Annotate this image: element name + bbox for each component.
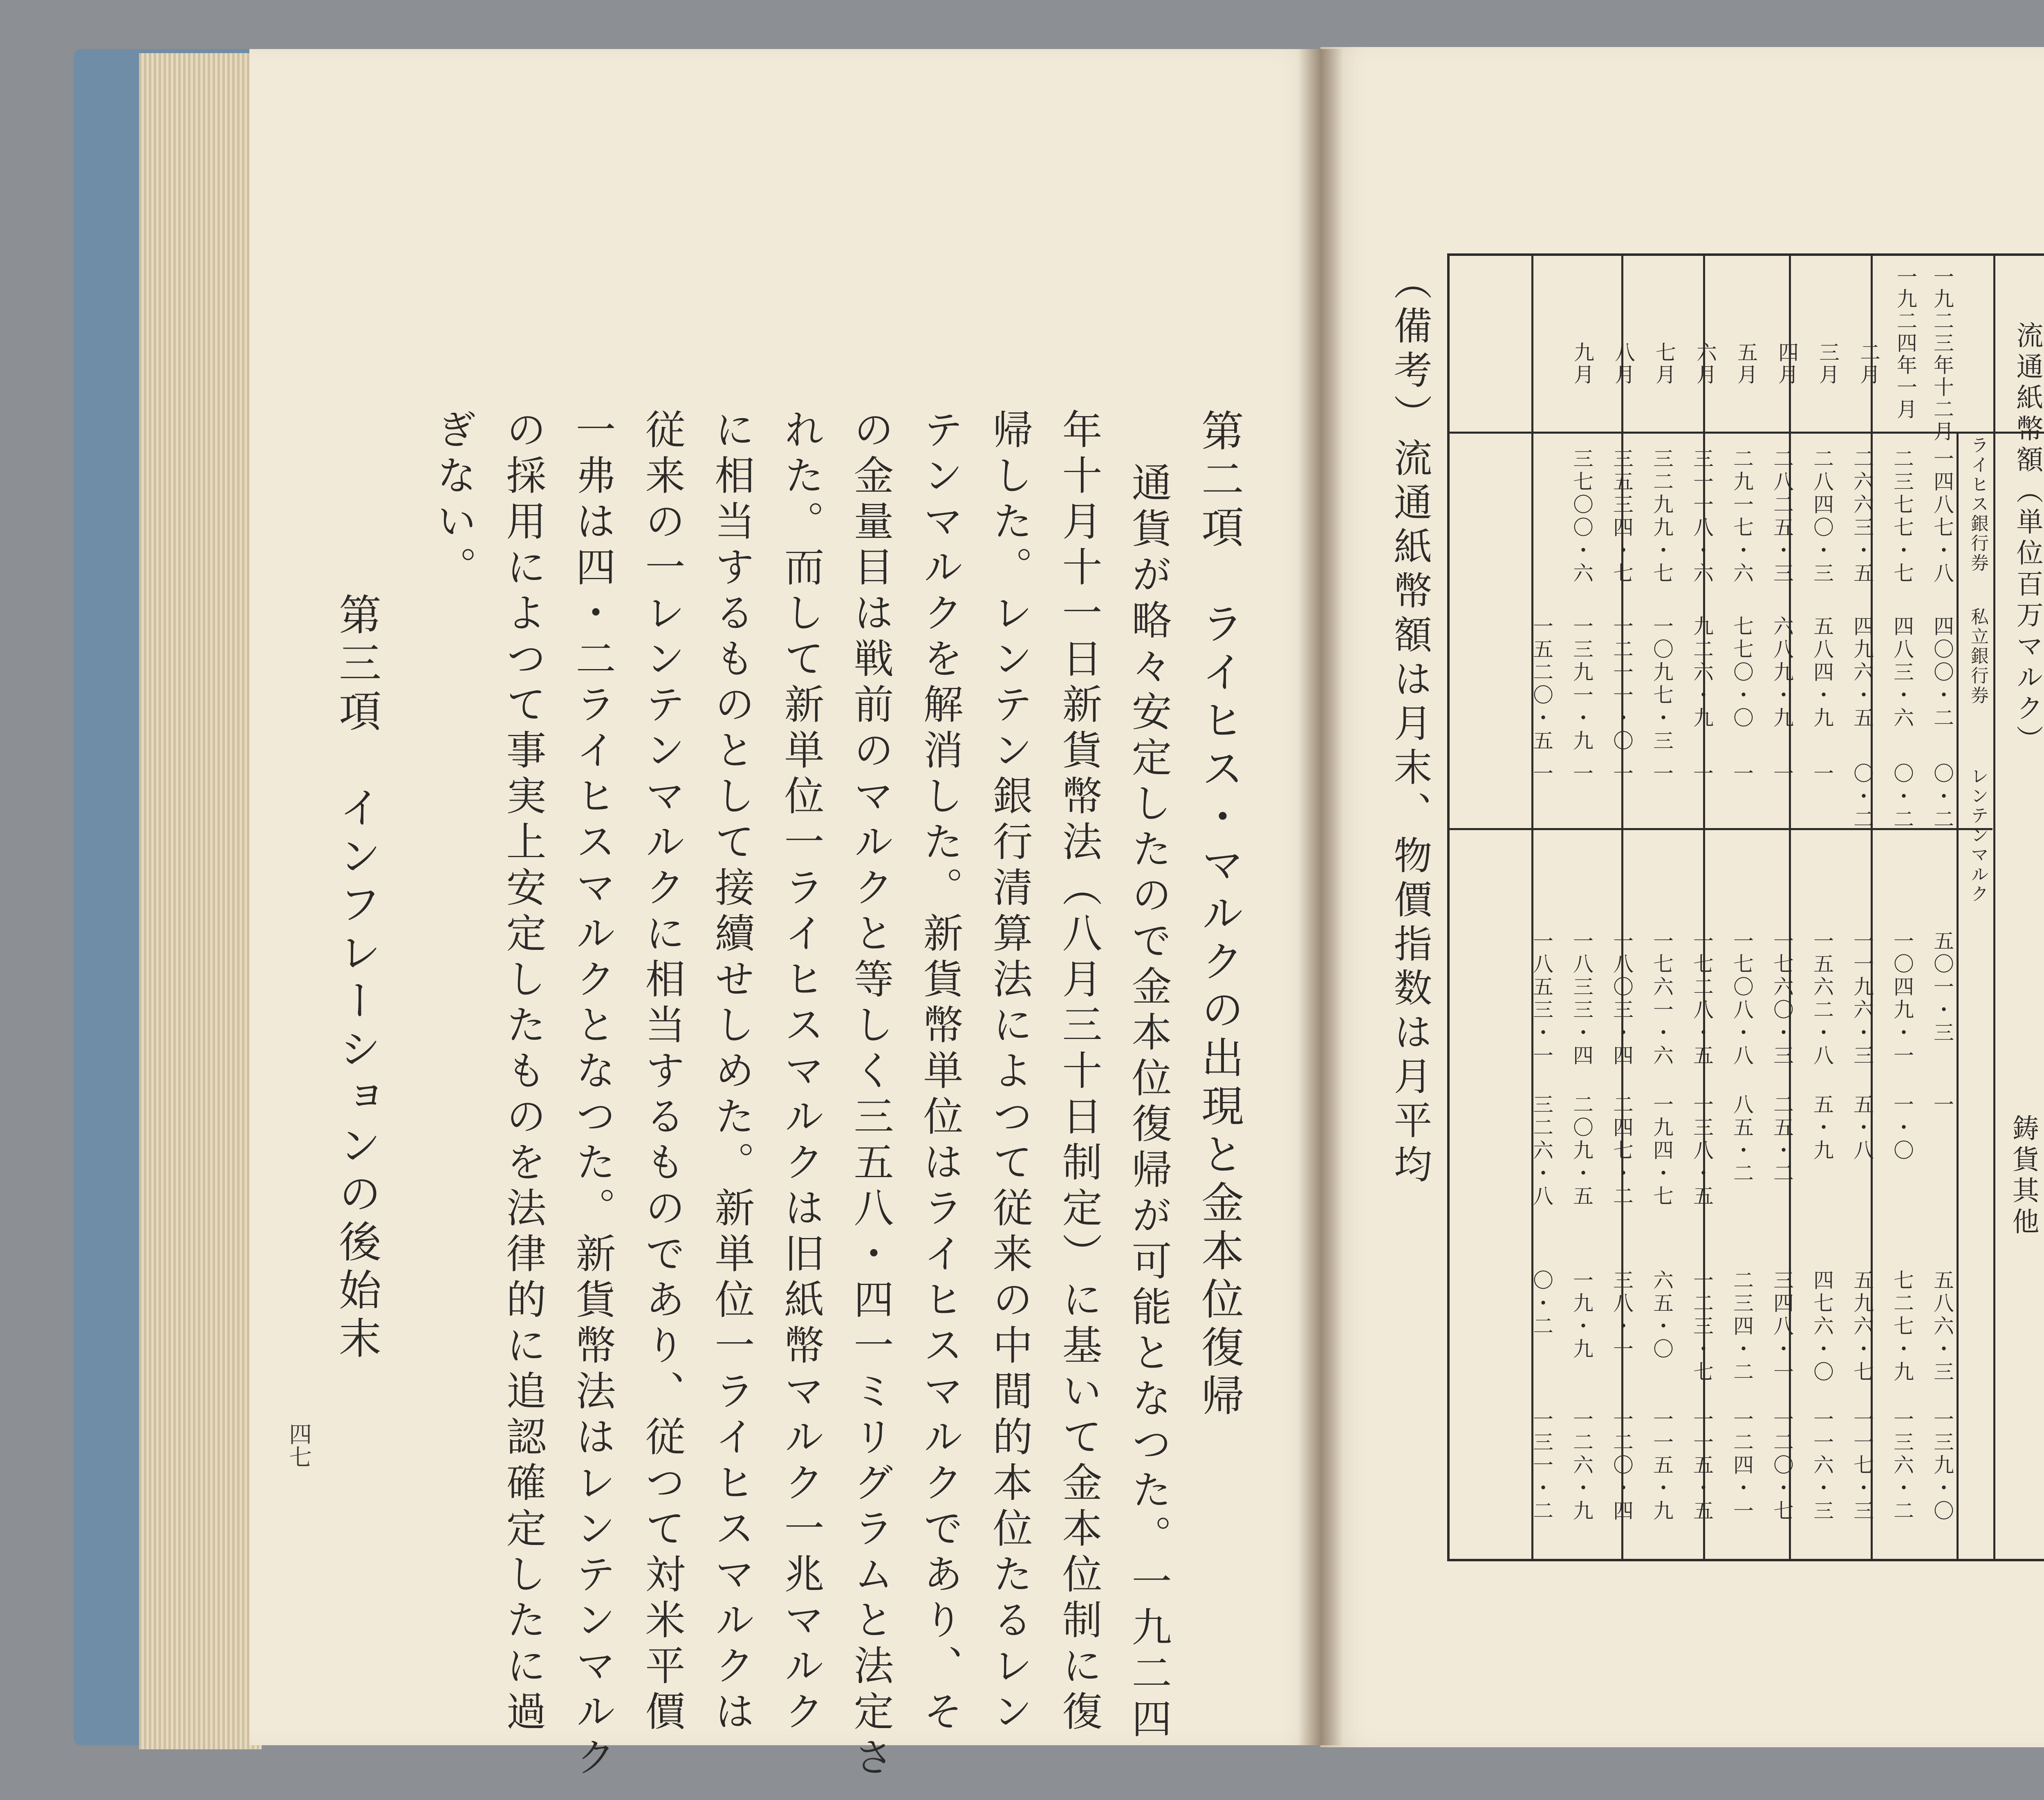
table-cell: 一: [1770, 763, 1794, 786]
table-cell: 二〇九・五: [1570, 1094, 1594, 1208]
body-line: に相当するものとして接續せしめた。新単位一ライヒスマルクは: [708, 409, 755, 1736]
body-line: 通貨が略々安定したので金本位復帰が可能となつた。一九二四: [1125, 462, 1172, 1744]
body-line: の採用によつて事実上安定したものを法律的に追認確定したに過: [500, 409, 546, 1736]
row-date: 一九二四年一月: [1894, 266, 1917, 421]
table-cell: 五九六・七: [1850, 1269, 1874, 1384]
table-cell: 四九六・五: [1850, 616, 1874, 730]
table-cell: 七二七・九: [1890, 1269, 1914, 1384]
page-number-left: 四七: [285, 1422, 312, 1468]
table-cell: 一・〇: [1890, 1094, 1914, 1162]
table-cell: 一二〇・七: [1770, 1408, 1794, 1523]
table-cell: 二九一七・六: [1730, 448, 1754, 585]
table-note: （備考）流通紙幣額は月末、物價指数は月平均: [1387, 262, 1432, 1189]
body-line: れた。而して新単位一ライヒスマルクは旧紙幣マルク一兆マルク: [778, 409, 824, 1736]
table-cell: 一: [1570, 763, 1594, 786]
table-cell: 一七〇八・八: [1730, 930, 1754, 1068]
table-cell: 一: [1930, 1094, 1954, 1117]
table-cell: 五・九: [1810, 1094, 1834, 1162]
table-cell: 一八〇三・四: [1610, 930, 1634, 1068]
table-cell: 一一五・五: [1690, 1408, 1714, 1523]
table-cell: 一: [1730, 763, 1754, 786]
table-cell: 二八四〇・三: [1810, 448, 1834, 585]
section-heading-3: 第三項 インフレーションの後始末: [332, 593, 381, 1364]
table-cell: 五八六・三: [1930, 1269, 1954, 1384]
table-cell: 一七六〇・三: [1770, 930, 1794, 1068]
page-edges-left: [139, 53, 262, 1749]
table-cell: 一: [1610, 763, 1634, 786]
body-line: の金量目は戦前のマルクと等しく三五八・四一ミリグラムと法定さ: [847, 409, 894, 1782]
column-header-rentenmark: レンテンマルク: [1968, 767, 1988, 904]
table-cell: 一三六・二: [1890, 1408, 1914, 1523]
table-cell: 三八・一: [1610, 1269, 1634, 1361]
section-heading-2: 第二項 ライヒス・マルクの出現と金本位復帰: [1194, 409, 1244, 1422]
row-date: 九月: [1571, 342, 1594, 386]
body-line: 帰した。レンテン銀行清算法によつて従来の中間的本位たるレン: [986, 409, 1033, 1736]
table-cell: 五八四・九: [1810, 616, 1834, 730]
table-cell: 一二〇・四: [1610, 1408, 1634, 1523]
table-cell: 三五三四・七: [1610, 448, 1634, 585]
table-cell: 七七〇・〇: [1730, 616, 1754, 730]
table-cell: 三二六・八: [1530, 1094, 1553, 1208]
table-cell: 二六六三・五: [1850, 448, 1874, 585]
body-line: テンマルクを解消した。新貨幣単位はライヒスマルクであり、そ: [917, 409, 963, 1736]
table-cell: 〇・二: [1530, 1269, 1553, 1338]
table-cell: 一二六・九: [1570, 1408, 1594, 1523]
body-line: ぎない。: [430, 409, 477, 592]
table-cell: 一三一・二: [1530, 1408, 1553, 1523]
column-group-header: 流通紙幣額（単位百万マルク）: [2012, 321, 2043, 756]
table-cell: 一一五・九: [1650, 1408, 1674, 1523]
table-cell: 二八二五・三: [1770, 448, 1794, 585]
table-cell: 六五・〇: [1650, 1269, 1674, 1361]
body-line: 一弗は四・二ライヒスマルクとなつた。新貨幣法はレンテンマルク: [569, 409, 616, 1782]
table-cell: 五・八: [1850, 1094, 1874, 1162]
column-header-coins: 鋳貨其他: [2008, 1114, 2039, 1238]
table-cell: 六八九・九: [1770, 616, 1794, 730]
row-date: 七月: [1652, 342, 1676, 386]
table-cell: 二四七・二: [1610, 1094, 1634, 1208]
table-cell: 一: [1650, 763, 1674, 786]
table-cell: 八五・二: [1730, 1094, 1754, 1185]
table-cell: 二三四・二: [1730, 1269, 1754, 1384]
row-date: 三月: [1816, 342, 1840, 386]
table-cell: 一: [1530, 763, 1553, 786]
table-cell: 〇・二: [1930, 763, 1954, 831]
column-header-private-banks: 私立銀行券: [1968, 607, 1988, 705]
table-cell: 五〇一・三: [1930, 930, 1954, 1045]
row-date: 六月: [1693, 342, 1717, 386]
table-cell: 一四八七・八: [1930, 448, 1954, 585]
table-cell: 〇・二: [1850, 763, 1874, 831]
table-cell: 四七六・〇: [1810, 1269, 1834, 1384]
table-cell: 一二四・一: [1730, 1408, 1754, 1523]
table-cell: 一三九一・九: [1570, 616, 1594, 753]
table-cell: 一一六・三: [1810, 1408, 1834, 1523]
currency-table: [1447, 253, 2044, 1561]
table-cell: 二五・二: [1770, 1094, 1794, 1185]
gutter-shadow: [1298, 49, 1343, 1745]
table-cell: 一一九六・三: [1850, 930, 1874, 1068]
body-line: 従来の一レンテンマルクに相当するものであり、従つて対米平價: [639, 409, 685, 1736]
table-cell: 一五二〇・五: [1530, 616, 1553, 753]
table-cell: 一五六二・八: [1810, 930, 1834, 1068]
table-cell: 四八三・六: [1890, 616, 1914, 730]
row-date: 一九二三年十二月: [1930, 266, 1954, 443]
table-cell: 九二六・九: [1690, 616, 1714, 730]
table-cell: 四〇〇・二: [1930, 616, 1954, 730]
table-cell: 一九四・七: [1650, 1094, 1674, 1208]
table-cell: 一: [1810, 763, 1834, 786]
table-cell: 一二三・七: [1690, 1269, 1714, 1384]
table-cell: 一〇四九・一: [1890, 930, 1914, 1068]
table-cell: 一: [1690, 763, 1714, 786]
row-date: 二月: [1857, 342, 1880, 386]
row-date: 四月: [1775, 342, 1799, 386]
table-cell: 三一一八・六: [1690, 448, 1714, 585]
table-cell: 一三九・〇: [1930, 1408, 1954, 1523]
row-date: 五月: [1734, 342, 1758, 386]
table-cell: 二三七七・七: [1890, 448, 1914, 585]
table-cell: 一八三三・四: [1570, 930, 1594, 1068]
table-cell: 一九・九: [1570, 1269, 1594, 1361]
table-cell: 三二九九・七: [1650, 448, 1674, 585]
table-cell: 一二一一・〇: [1610, 616, 1634, 753]
table-cell: 一〇九七・三: [1650, 616, 1674, 753]
table-cell: 一八五三・一: [1530, 930, 1553, 1068]
table-cell: 一七六一・六: [1650, 930, 1674, 1068]
table-cell: 一三八・五: [1690, 1094, 1714, 1208]
table-cell: 三七〇〇・六: [1570, 448, 1594, 585]
body-line: 年十月十一日新貨幣法（八月三十日制定）に基いて金本位制に復: [1056, 409, 1102, 1736]
table-cell: 〇・二: [1890, 763, 1914, 831]
table-cell: 一一七・三: [1850, 1408, 1874, 1523]
column-header-reichsbank: ライヒス銀行券: [1968, 436, 1988, 573]
table-cell: 三四八・一: [1770, 1269, 1794, 1384]
row-date: 八月: [1611, 342, 1635, 386]
table-cell: 一七二八・五: [1690, 930, 1714, 1068]
